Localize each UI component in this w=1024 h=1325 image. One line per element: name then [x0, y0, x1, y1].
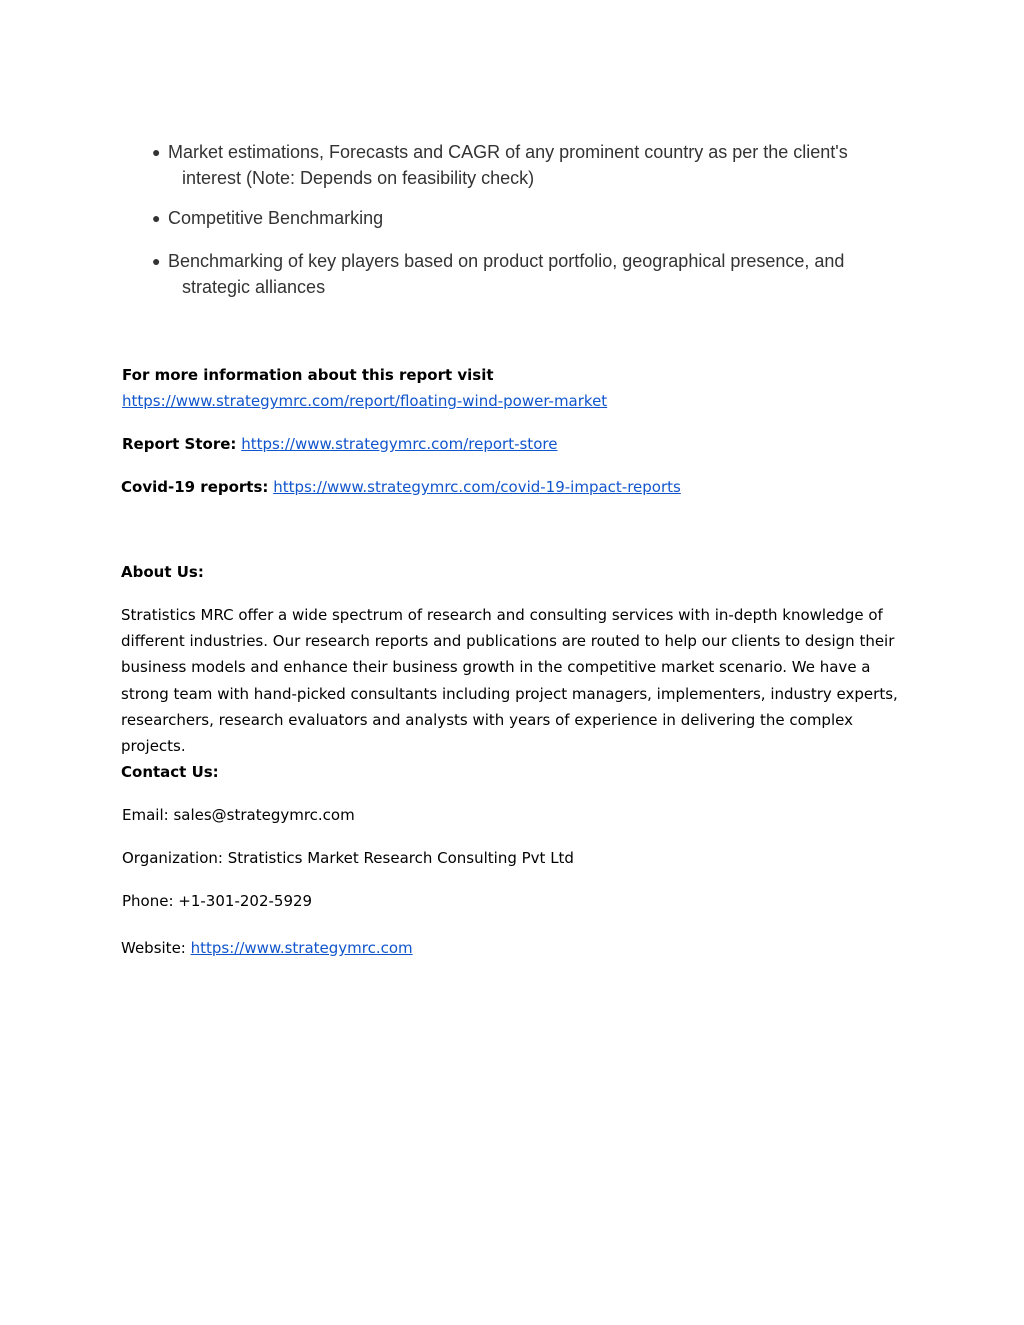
report-store-label: Report Store: [122, 435, 237, 453]
about-line: Stratistics MRC offer a wide spectrum of research and consulting services with in-depth knowledge of [121, 606, 883, 624]
bullet-text-line1: Competitive Benchmarking [168, 208, 384, 228]
report-link[interactable]: https://www.strategymrc.com/report/floating-wind-power-market [122, 392, 608, 410]
about-heading: About Us: [121, 563, 204, 581]
contact-heading: Contact Us: [121, 763, 219, 782]
contact-website [121, 935, 901, 961]
bullet-dot-icon: ● [152, 210, 161, 226]
bullet-text-line2: interest (Note: Depends on feasibility check) [182, 168, 535, 188]
bullet-text-line2: strategic alliances [182, 277, 326, 297]
contact-phone: Phone: +1-301-202-5929 [122, 892, 313, 910]
bullet-item [152, 205, 872, 231]
covid-label: Covid-19 reports: [121, 478, 269, 496]
about-line: strong team with hand-picked consultants including project managers, implementers, industry experts, [121, 684, 898, 703]
bullet-text-line1: Benchmarking of key players based on product portfolio, geographical presence, and [168, 251, 845, 271]
contact-organization: Organization: Stratistics Market Research Consulting Pvt Ltd [122, 849, 574, 867]
bullet-item [152, 139, 872, 191]
contact-email: Email: sales@strategymrc.com [122, 806, 355, 824]
about-paragraph [121, 602, 901, 785]
website-label: Website: [121, 939, 186, 957]
covid-section [121, 474, 901, 500]
about-line: different industries. Our research reports and publications are routed to help our clients to design their [121, 632, 895, 651]
more-info-section [122, 362, 902, 414]
about-line: researchers, research evaluators and analysts with years of experience in delivering the complex [121, 710, 853, 729]
bullet-text-line1: Market estimations, Forecasts and CAGR of any prominent country as per the client's [168, 142, 848, 162]
about-line: business models and enhance their business growth in the competitive market scenario. We have a [121, 658, 871, 677]
feature-bullet-list [152, 139, 872, 314]
about-line: projects. [121, 737, 186, 756]
website-link[interactable]: https://www.strategymrc.com [190, 939, 413, 957]
bullet-dot-icon: ● [152, 253, 161, 269]
bullet-dot-icon: ● [152, 144, 161, 160]
bullet-item [152, 248, 872, 300]
report-store-section [122, 431, 902, 457]
more-info-label: For more information about this report visit [122, 366, 494, 384]
covid-link[interactable]: https://www.strategymrc.com/covid-19-impact-reports [273, 478, 681, 496]
report-store-link[interactable]: https://www.strategymrc.com/report-store [241, 435, 558, 453]
